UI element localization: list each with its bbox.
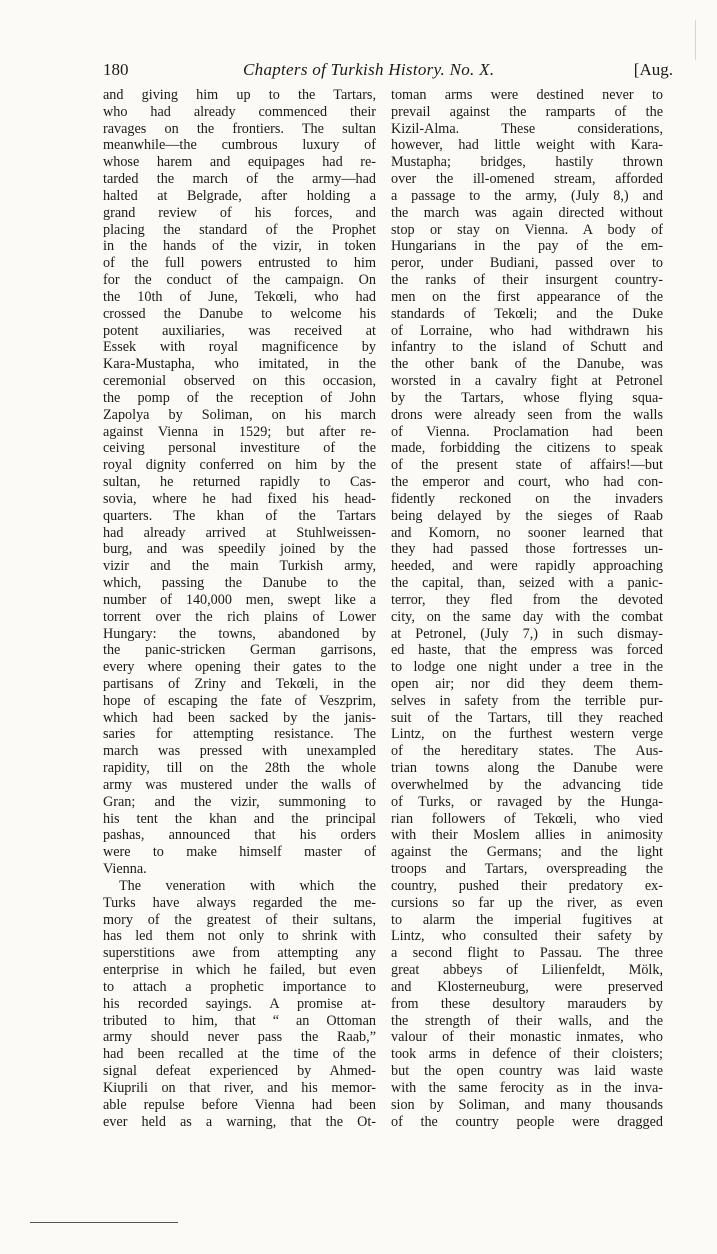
text-line: had already arrived at Stuhlweissen- <box>103 524 376 541</box>
text-line: of the full powers entrusted to him <box>103 255 376 272</box>
text-line: The veneration with which the <box>119 877 376 894</box>
text-line: valour of their monastic inmates, who <box>391 1029 663 1046</box>
text-line: of the country people were dragged <box>391 1113 663 1130</box>
text-line: by the Tartars, whose flying squa- <box>391 389 663 406</box>
text-line: hope of escaping the fate of Veszprim, <box>103 692 376 709</box>
text-line: vizir and the main Turkish army, <box>103 558 376 575</box>
text-line: Hungary: the towns, abandoned by <box>103 625 376 642</box>
footnote-rule <box>30 1222 178 1223</box>
text-line: the pomp of the reception of John <box>103 389 376 406</box>
text-line: drons were already seen from the walls <box>391 406 663 423</box>
text-line: Vienna. <box>103 861 147 878</box>
text-line: to attach a prophetic importance to <box>103 978 376 995</box>
text-line: who had already commenced their <box>103 103 376 120</box>
text-line: over the ill-omened stream, afforded <box>391 171 663 188</box>
text-line: made, forbidding the citizens to speak <box>391 440 663 457</box>
left-column <box>103 87 376 1130</box>
text-line: the capital, than, seized with a panic- <box>391 575 663 592</box>
text-line: overwhelmed by the advancing tide <box>391 776 663 793</box>
text-line: ed haste, that the empress was forced <box>391 642 663 659</box>
text-line: with their Moslem allies in animosity <box>391 827 663 844</box>
page-number: 180 <box>103 60 129 79</box>
text-line: country, pushed their predatory ex- <box>391 877 663 894</box>
text-line: were to make himself master of <box>103 844 376 861</box>
text-line: however, had little weight with Kara- <box>391 137 663 154</box>
text-line: the 10th of June, Tekœli, who had <box>103 288 376 305</box>
text-line: Essek with royal magnificence by <box>103 339 376 356</box>
text-line: partisans of Zriny and Tekœli, in the <box>103 675 376 692</box>
running-title: Chapters of Turkish History. No. X. <box>243 60 495 79</box>
text-line: ever held as a warning, that the Ot- <box>103 1113 376 1130</box>
text-line: and Komorn, no sooner learned that <box>391 524 663 541</box>
text-line: potent auxiliaries, was received at <box>103 322 376 339</box>
running-header <box>103 60 673 84</box>
text-line: men on the first appearance of the <box>391 288 663 305</box>
text-line: ceremonial observed on this occasion, <box>103 373 376 390</box>
text-line: selves in safety from the terrible pur- <box>391 692 663 709</box>
text-line: his tent the khan and the principal <box>103 810 376 827</box>
right-column <box>391 87 663 1130</box>
text-line: troops and Tartars, overspreading the <box>391 861 663 878</box>
text-line: heeded, and were rapidly approaching <box>391 558 663 575</box>
text-line: the other bank of the Danube, was <box>391 356 663 373</box>
text-line: march was pressed with unexampled <box>103 743 376 760</box>
text-line: against Vienna in 1529; but after re- <box>103 423 376 440</box>
text-line: crossed the Danube to welcome his <box>103 305 376 322</box>
text-line: they had passed those fortresses un- <box>391 541 663 558</box>
text-line: and Klosterneuburg, were preserved <box>391 978 663 995</box>
text-line: standards of Tekœli; and the Duke <box>391 305 663 322</box>
text-line: Lintz, on the furthest western verge <box>391 726 663 743</box>
text-line: Lintz, who consulted their safety by <box>391 928 663 945</box>
text-line: Turks have always regarded the me- <box>103 894 376 911</box>
text-line: the emperor and court, who had con- <box>391 474 663 491</box>
text-line: from these desultory marauders by <box>391 995 663 1012</box>
text-line: Kara-Mustapha, who imitated, in the <box>103 356 376 373</box>
text-line: burg, and was speedily joined by the <box>103 541 376 558</box>
text-line: pashas, announced that his orders <box>103 827 376 844</box>
text-line: ravages on the frontiers. The sultan <box>103 120 376 137</box>
text-line: rapidity, till on the 28th the whole <box>103 760 376 777</box>
text-line: worsted in a cavalry fight at Petronel <box>391 373 663 390</box>
text-line: sion by Soliman, and many thousands <box>391 1096 663 1113</box>
text-line: meanwhile—the cumbrous luxury of <box>103 137 376 154</box>
text-line: Kizil-Alma. These considerations, <box>391 120 663 137</box>
text-line: in the hands of the vizir, in token <box>103 238 376 255</box>
text-line: to lodge one night under a tree in the <box>391 659 663 676</box>
text-line: ceiving personal investiture of the <box>103 440 376 457</box>
text-line: great abbeys of Lilienfeldt, Mölk, <box>391 962 663 979</box>
text-line: of Turks, or ravaged by the Hunga- <box>391 793 663 810</box>
text-line: a second flight to Passau. The three <box>391 945 663 962</box>
text-line: able repulse before Vienna had been <box>103 1096 376 1113</box>
text-line: Kiuprili on that river, and his memor- <box>103 1079 376 1096</box>
text-line: sovia, where he had fixed his head- <box>103 490 376 507</box>
text-line: army should never pass the Raab,” <box>103 1029 376 1046</box>
text-line: Zapolya by Soliman, on his march <box>103 406 376 423</box>
text-line: has led them not only to shrink with <box>103 928 376 945</box>
text-line: the strength of their walls, and the <box>391 1012 663 1029</box>
text-line: stop or stay on Vienna. A body of <box>391 221 663 238</box>
text-line: every where opening their gates to the <box>103 659 376 676</box>
page-edge-mark <box>695 20 696 60</box>
text-line: terror, they fled from the devoted <box>391 591 663 608</box>
text-line: the panic-stricken German garrisons, <box>103 642 376 659</box>
text-line: which, passing the Danube to the <box>103 575 376 592</box>
text-line: Mustapha; bridges, hastily thrown <box>391 154 663 171</box>
text-line: and giving him up to the Tartars, <box>103 87 376 103</box>
text-line: saries for attempting resistance. The <box>103 726 376 743</box>
text-line: of Vienna. Proclamation had been <box>391 423 663 440</box>
text-line: of the hereditary states. The Aus- <box>391 743 663 760</box>
text-line: for the conduct of the campaign. On <box>103 272 376 289</box>
text-line: placing the standard of the Prophet <box>103 221 376 238</box>
text-line: fidently reckoned on the invaders <box>391 490 663 507</box>
text-line: the ranks of their insurgent country- <box>391 272 663 289</box>
text-line: quarters. The khan of the Tartars <box>103 507 376 524</box>
text-line: of Lorraine, who had withdrawn his <box>391 322 663 339</box>
text-line: infantry to the island of Schutt and <box>391 339 663 356</box>
text-line: his recorded sayings. A promise at- <box>103 995 376 1012</box>
text-line: city, on the same day with the combat <box>391 608 663 625</box>
text-line: at Petronel, (July 7,) in such dismay- <box>391 625 663 642</box>
text-line: had been recalled at the time of the <box>103 1046 376 1063</box>
text-line: sultan, he returned rapidly to Cas- <box>103 474 376 491</box>
text-line: halted at Belgrade, after holding a <box>103 187 376 204</box>
text-line: a passage to the army, (July 8,) and <box>391 187 663 204</box>
text-line: which had been sacked by the janis- <box>103 709 376 726</box>
date-mark: [Aug. <box>633 60 673 79</box>
text-line: tributed to him, that “ an Ottoman <box>103 1012 376 1029</box>
text-line: took arms in defence of their cloisters; <box>391 1046 663 1063</box>
text-line: being delayed by the sieges of Raab <box>391 507 663 524</box>
text-line: open air; nor did they deem them- <box>391 675 663 692</box>
text-line: Gran; and the vizir, summoning to <box>103 793 376 810</box>
text-line: with the same ferocity as in the inva- <box>391 1079 663 1096</box>
text-line: army was mustered under the walls of <box>103 776 376 793</box>
text-line: Hungarians in the pay of the em- <box>391 238 663 255</box>
text-line: toman arms were destined never to <box>391 87 663 103</box>
text-line: prevail against the ramparts of the <box>391 103 663 120</box>
text-line: against the Germans; and the light <box>391 844 663 861</box>
text-line: enterprise in which he failed, but even <box>103 962 376 979</box>
text-line: to alarm the imperial fugitives at <box>391 911 663 928</box>
text-line: trian towns along the Danube were <box>391 760 663 777</box>
text-line: tarded the march of the army—had <box>103 171 376 188</box>
text-line: royal dignity conferred on him by the <box>103 457 376 474</box>
text-line: grand review of his forces, and <box>103 204 376 221</box>
text-line: the march was again directed without <box>391 204 663 221</box>
text-line: rian followers of Tekœli, who vied <box>391 810 663 827</box>
text-line: suit of the Tartars, till they reached <box>391 709 663 726</box>
text-line: peror, under Budiani, passed over to <box>391 255 663 272</box>
text-line: superstitions awe from attempting any <box>103 945 376 962</box>
text-line: whose harem and equipages had re- <box>103 154 376 171</box>
text-line: signal defeat experienced by Ahmed- <box>103 1063 376 1080</box>
text-line: mory of the greatest of their sultans, <box>103 911 376 928</box>
text-line: but the open country was laid waste <box>391 1063 663 1080</box>
text-line: number of 140,000 men, swept like a <box>103 591 376 608</box>
text-line: cursions so far up the river, as even <box>391 894 663 911</box>
text-line: torrent over the rich plains of Lower <box>103 608 376 625</box>
text-line: of the present state of affairs!—but <box>391 457 663 474</box>
